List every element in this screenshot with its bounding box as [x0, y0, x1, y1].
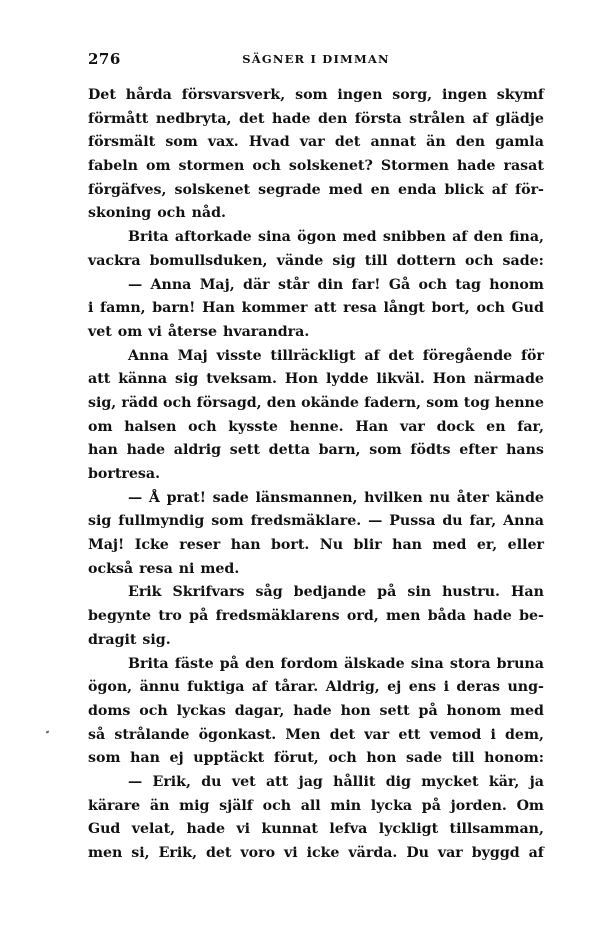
- stray-ink-mark: [46, 730, 50, 733]
- text-line: också resa ni med.: [88, 560, 240, 577]
- page-number: 276: [88, 50, 121, 68]
- text-line: att känna sig tveksam. Hon lydde likväl. Hon närmade: [88, 371, 544, 388]
- text-line: Erik Skrifvars såg bedjande på sin hustru. Han: [128, 584, 544, 601]
- text-line: som han ej upptäckt förut, och hon sade till honom:: [88, 750, 544, 767]
- running-title: SÄGNER I DIMMAN: [242, 52, 390, 66]
- text-line: förmått nedbryta, det hade den första strålen af glädje: [88, 110, 544, 127]
- text-line: begynte tro på fredsmäklarens ord, men båda hade be-: [88, 608, 544, 625]
- text-line: förgäfves, solskenet segrade med en enda blick af för-: [88, 181, 544, 198]
- text-line: — Å prat! sade länsmannen, hvilken nu åter kände: [128, 489, 544, 506]
- text-line: — Anna Maj, där står din far! Gå och tag honom: [128, 276, 544, 293]
- text-line: men si, Erik, det voro vi icke värda. Du var byggd af: [88, 845, 544, 861]
- text-line: fabeln om stormen och solskenet? Stormen hade rasat: [88, 158, 544, 175]
- text-line: vet om vi återse hvarandra.: [88, 323, 310, 340]
- text-line: kärare än mig själf och all min lycka på jorden. Om: [88, 797, 544, 814]
- text-line: vackra bomullsduken, vände sig till dottern och sade:: [88, 252, 544, 269]
- body-text: [88, 84, 544, 866]
- text-line: skoning och nåd.: [88, 205, 226, 222]
- text-line: så strålande ögonkast. Men det var ett vemod i dem,: [88, 726, 544, 743]
- text-line: Det hårda försvarsverk, som ingen sorg, ingen skymf: [88, 87, 544, 103]
- text-line: sig fullmyndig som fredsmäklare. — Pussa du far, Anna: [88, 513, 544, 530]
- page-header: [88, 50, 544, 70]
- text-line: dragit sig.: [88, 631, 171, 648]
- text-line: han hade aldrig sett detta barn, som födts efter hans: [88, 442, 544, 459]
- text-line: Anna Maj visste tillräckligt af det föregående för: [128, 347, 544, 364]
- text-line: — Erik, du vet att jag hållit dig mycket kär, ja: [128, 773, 544, 790]
- text-line: i famn, barn! Han kommer att resa långt bort, och Gud: [88, 300, 544, 317]
- text-line: doms och lyckas dagar, hade hon sett på honom med: [88, 702, 544, 719]
- text-line: Brita fäste på den fordom älskade sina stora bruna: [128, 655, 544, 672]
- text-line: om halsen och kysste henne. Han var dock en far,: [88, 418, 544, 435]
- text-line: bortresa.: [88, 466, 161, 482]
- text-line: Gud velat, hade vi kunnat lefva lyckligt tillsamman,: [88, 821, 544, 838]
- text-line: sig, rädd och försagd, den okände fadern, som tog henne: [88, 394, 544, 411]
- text-line: ögon, ännu fuktiga af tårar. Aldrig, ej ens i deras ung-: [88, 679, 544, 696]
- text-line: försmält som vax. Hvad var det annat än den gamla: [88, 134, 544, 151]
- text-line: Brita aftorkade sina ögon med snibben af den fina,: [128, 229, 544, 246]
- text-line: Maj! Icke reser han bort. Nu blir han med er, eller: [88, 537, 544, 554]
